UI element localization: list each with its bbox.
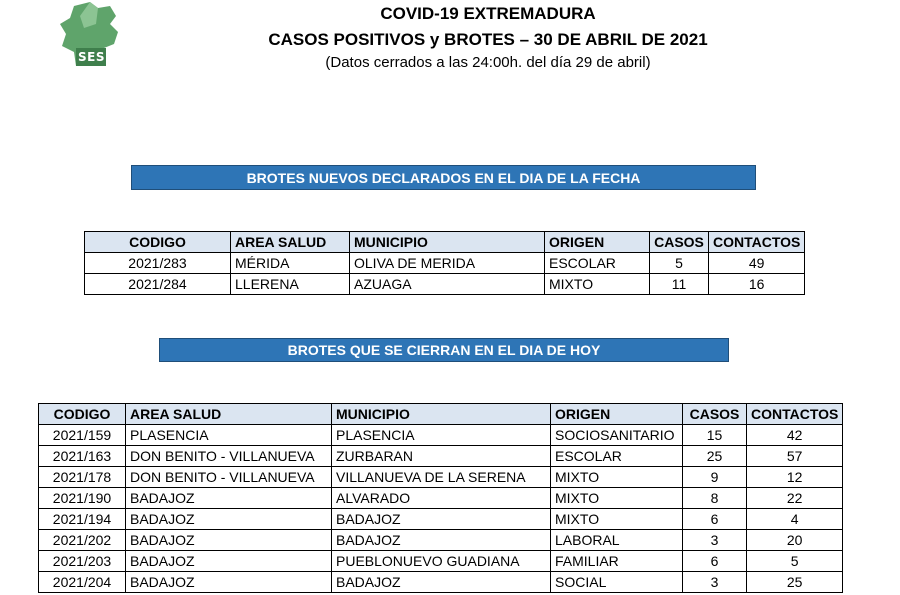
cell-area-salud: MÉRIDA [231, 253, 350, 274]
new-outbreaks-table [84, 231, 805, 295]
col-casos: CASOS [650, 232, 709, 253]
cell-area-salud: BADAJOZ [126, 509, 332, 530]
cell-codigo: 2021/203 [39, 551, 126, 572]
cell-origen: SOCIAL [551, 572, 683, 593]
new-outbreaks-banner: BROTES NUEVOS DECLARADOS EN EL DIA DE LA FECHA [131, 165, 756, 190]
col-municipio: MUNICIPIO [350, 232, 545, 253]
table-header-row [85, 232, 805, 253]
cell-origen: FAMILIAR [551, 551, 683, 572]
cell-contactos: 57 [747, 446, 843, 467]
cell-casos: 3 [683, 572, 747, 593]
col-casos: CASOS [683, 404, 747, 425]
cell-codigo: 2021/190 [39, 488, 126, 509]
cell-codigo: 2021/178 [39, 467, 126, 488]
cell-casos: 11 [650, 274, 709, 295]
cell-casos: 8 [683, 488, 747, 509]
cell-origen: MIXTO [551, 467, 683, 488]
cell-contactos: 25 [747, 572, 843, 593]
cell-casos: 5 [650, 253, 709, 274]
cell-contactos: 20 [747, 530, 843, 551]
closed-outbreaks-banner: BROTES QUE SE CIERRAN EN EL DIA DE HOY [159, 338, 729, 362]
cell-codigo: 2021/194 [39, 509, 126, 530]
title-line1: COVID-19 EXTREMADURA [380, 4, 596, 23]
col-municipio: MUNICIPIO [332, 404, 551, 425]
cell-contactos: 42 [747, 425, 843, 446]
cell-codigo: 2021/284 [85, 274, 231, 295]
cell-casos: 15 [683, 425, 747, 446]
cell-area-salud: DON BENITO - VILLANUEVA [126, 467, 332, 488]
cell-contactos: 4 [747, 509, 843, 530]
cell-codigo: 2021/204 [39, 572, 126, 593]
subtitle: (Datos cerrados a las 24:00h. del día 29 de abril) [325, 54, 651, 71]
cell-casos: 25 [683, 446, 747, 467]
cell-municipio: ZURBARAN [332, 446, 551, 467]
cell-municipio: OLIVA DE MERIDA [350, 253, 545, 274]
table-row [39, 446, 843, 467]
table-row [39, 572, 843, 593]
table-row [39, 551, 843, 572]
cell-municipio: PUEBLONUEVO GUADIANA [332, 551, 551, 572]
cell-codigo: 2021/163 [39, 446, 126, 467]
col-origen: ORIGEN [551, 404, 683, 425]
cell-area-salud: DON BENITO - VILLANUEVA [126, 446, 332, 467]
cell-casos: 9 [683, 467, 747, 488]
cell-origen: MIXTO [545, 274, 650, 295]
table-row [85, 274, 805, 295]
cell-area-salud: BADAJOZ [126, 488, 332, 509]
ses-logo-text: SES [78, 50, 105, 64]
title-line2: CASOS POSITIVOS y BROTES – 30 DE ABRIL DE 2021 [268, 30, 708, 49]
cell-municipio: PLASENCIA [332, 425, 551, 446]
table-row [39, 530, 843, 551]
page-header [0, 4, 900, 73]
table-row [39, 509, 843, 530]
cell-municipio: BADAJOZ [332, 530, 551, 551]
cell-municipio: BADAJOZ [332, 572, 551, 593]
cell-origen: ESCOLAR [551, 446, 683, 467]
cell-contactos: 49 [709, 253, 805, 274]
cell-contactos: 5 [747, 551, 843, 572]
cell-codigo: 2021/159 [39, 425, 126, 446]
cell-origen: LABORAL [551, 530, 683, 551]
cell-municipio: ALVARADO [332, 488, 551, 509]
table-row [39, 425, 843, 446]
table-header-row [39, 404, 843, 425]
col-codigo: CODIGO [85, 232, 231, 253]
cell-municipio: AZUAGA [350, 274, 545, 295]
cell-area-salud: BADAJOZ [126, 530, 332, 551]
cell-contactos: 12 [747, 467, 843, 488]
cell-codigo: 2021/283 [85, 253, 231, 274]
cell-municipio: BADAJOZ [332, 509, 551, 530]
cell-casos: 6 [683, 551, 747, 572]
table-row [85, 253, 805, 274]
cell-contactos: 22 [747, 488, 843, 509]
cell-casos: 6 [683, 509, 747, 530]
cell-origen: ESCOLAR [545, 253, 650, 274]
col-codigo: CODIGO [39, 404, 126, 425]
table-row [39, 467, 843, 488]
cell-origen: MIXTO [551, 509, 683, 530]
cell-origen: MIXTO [551, 488, 683, 509]
cell-area-salud: BADAJOZ [126, 572, 332, 593]
cell-codigo: 2021/202 [39, 530, 126, 551]
cell-municipio: VILLANUEVA DE LA SERENA [332, 467, 551, 488]
cell-origen: SOCIOSANITARIO [551, 425, 683, 446]
cell-casos: 3 [683, 530, 747, 551]
col-area-salud: AREA SALUD [126, 404, 332, 425]
cell-area-salud: LLERENA [231, 274, 350, 295]
table-row [39, 488, 843, 509]
col-area-salud: AREA SALUD [231, 232, 350, 253]
col-contactos: CONTACTOS [709, 232, 805, 253]
col-contactos: CONTACTOS [747, 404, 843, 425]
cell-contactos: 16 [709, 274, 805, 295]
col-origen: ORIGEN [545, 232, 650, 253]
cell-area-salud: PLASENCIA [126, 425, 332, 446]
cell-area-salud: BADAJOZ [126, 551, 332, 572]
closed-outbreaks-table [38, 403, 843, 593]
